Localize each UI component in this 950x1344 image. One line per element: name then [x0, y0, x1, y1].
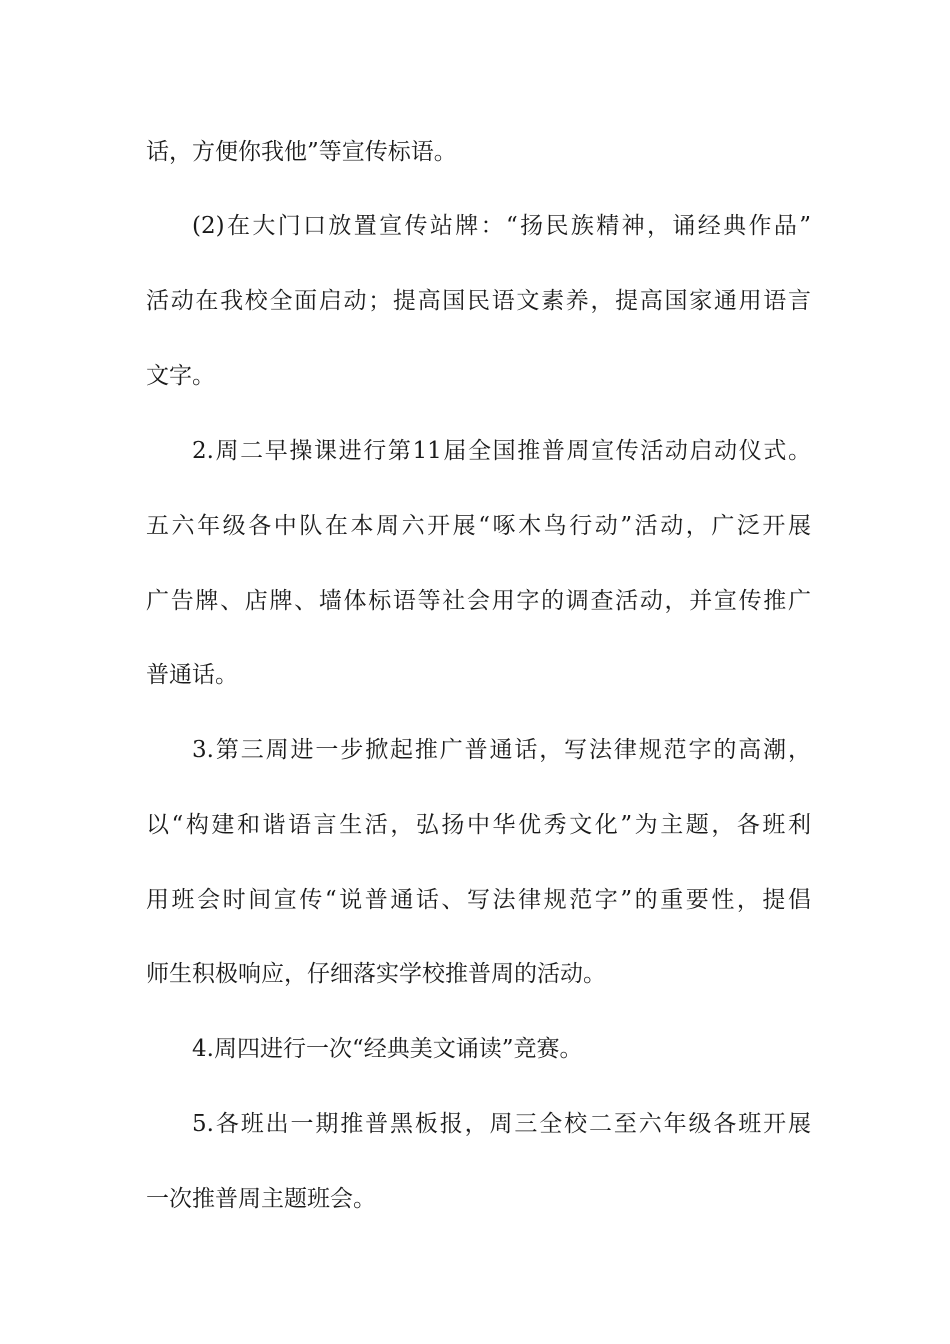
paragraph-first-line: (2)在大门口放置宣传站牌：“扬民族精神，诵经典作品” — [192, 213, 811, 239]
paragraph-first-line: 4.周四进行一次“经典美文诵读”竞赛。 — [192, 1036, 583, 1062]
text-line: 五六年级各中队在本周六开展“啄木鸟行动”活动，广泛开展 — [146, 513, 811, 539]
text-line: 以“构建和谐语言生活，弘扬中华优秀文化”为主题，各班利 — [146, 812, 811, 838]
text-line: 普通话。 — [146, 662, 238, 688]
text-line: 活动在我校全面启动；提高国民语文素养，提高国家通用语言 — [146, 288, 811, 314]
text-line: 话，方便你我他”等宣传标语。 — [146, 139, 457, 165]
text-line: 文字。 — [146, 363, 215, 389]
text-line: 一次推普周主题班会。 — [146, 1186, 376, 1212]
text-line: 用班会时间宣传“说普通话、写法律规范字”的重要性，提倡 — [146, 887, 811, 913]
text-line: 广告牌、店牌、墙体标语等社会用字的调查活动，并宣传推广 — [146, 588, 811, 614]
paragraph-first-line: 5.各班出一期推普黑板报，周三全校二至六年级各班开展 — [192, 1111, 811, 1137]
text-line: 师生积极响应，仔细落实学校推普周的活动。 — [146, 961, 606, 987]
paragraph-first-line: 3.第三周进一步掀起推广普通话，写法律规范字的高潮， — [192, 737, 811, 763]
paragraph-first-line: 2.周二早操课进行第11届全国推普周宣传活动启动仪式。 — [192, 438, 811, 464]
